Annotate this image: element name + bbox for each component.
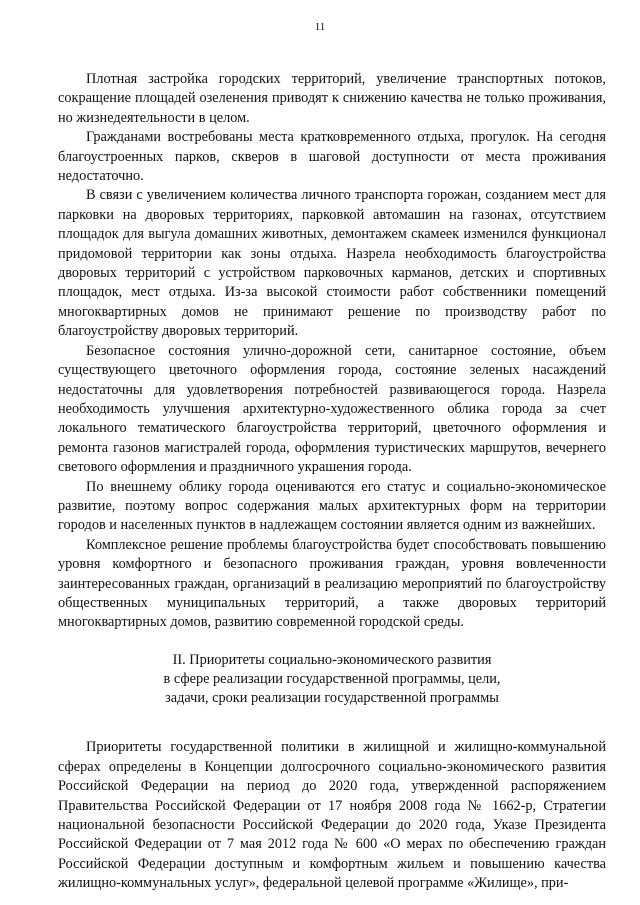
paragraph: Приоритеты государственной политики в жилищной и жилищно-коммунальной сферах определены в Концепции долгосрочного социально-экономического развития Российской Федерации на период до 2020 года, утвержденной распоряжением Правительства Российской Федерации от 17 ноября 2008 года № 1662-р, Стратегии национальной безопасности Российской Федерации до 2020 года, Указе Президента Российской Федерации от 7 мая 2012 года № 600 «О мерах по обеспечению граждан Российской Федерации доступным и комфортным жильем и повышению качества жилищно-коммунальных услуг», федеральной целевой программе «Жилище», при- (58, 739, 606, 892)
paragraph: Комплексное решение проблемы благоустройства будет способствовать повышению уровня комфортного и безопасного проживания граждан, уровня вовлеченности заинтересованных граждан, организаций в реализацию мероприятий по благоустройству общественных муниципальных территорий, а также дворовых территорий многоквартирных домов, развитию современной городской среды. (58, 536, 606, 631)
paragraph: В связи с увеличением количества личного транспорта горожан, созданием мест для парковки на дворовых территориях, парковкой автомашин на газонах, отсутствием площадок для выгула домашних животных, демонтажем скамеек изменился функционал придомовой территории как зоны отдыха. Назрела необходимость благоустройства дворовых территорий с устройством парковочных карманов, детских и спортивных площадок, мест отдыха. Из-за высокой стоимости работ собственники помещений многоквартирных домов не принимают решение по производству работ по благоустройству дворовых территорий. (58, 187, 606, 340)
paragraph: Безопасное состояния улично-дорожной сети, санитарное состояние, объем существующего цветочного оформления города, состояние зеленых насаждений недостаточны для удовлетворения потребностей развивающегося города. Назрела необходимость улучшения архитектурно-художественного облика города за счет локального тематического благоустройства территорий, цветочного оформления и ремонта газонов магистралей города, оформления туристических маршрутов, вечернего светового оформления и праздничного украшения города. (58, 342, 606, 476)
section-heading (58, 651, 606, 709)
section-heading-line: задачи, сроки реализации государственной программы (165, 690, 499, 707)
paragraph: Плотная застройка городских территорий, увеличение транспортных потоков, сокращение площадей озеленения приводят к снижению качества не только проживания, но жизнедеятельности в целом. (58, 71, 606, 126)
document-body (58, 70, 606, 894)
paragraph: Гражданами востребованы места кратковременного отдыха, прогулок. На сегодня благоустроенных парков, скверов в шаговой доступности от места проживания недостаточно. (58, 129, 606, 185)
section-heading-line: II. Приоритеты социально-экономического развития (172, 651, 492, 668)
page-number: 11 (314, 21, 326, 33)
paragraph: По внешнему облику города оцениваются его статус и социально-экономическое развитие, поэтому вопрос содержания малых архитектурных форм на территории городов и населенных пунктов в надлежащем состоянии является одним из важнейших. (58, 478, 606, 534)
section-heading-line: в сфере реализации государственной программы, цели, (163, 670, 501, 687)
